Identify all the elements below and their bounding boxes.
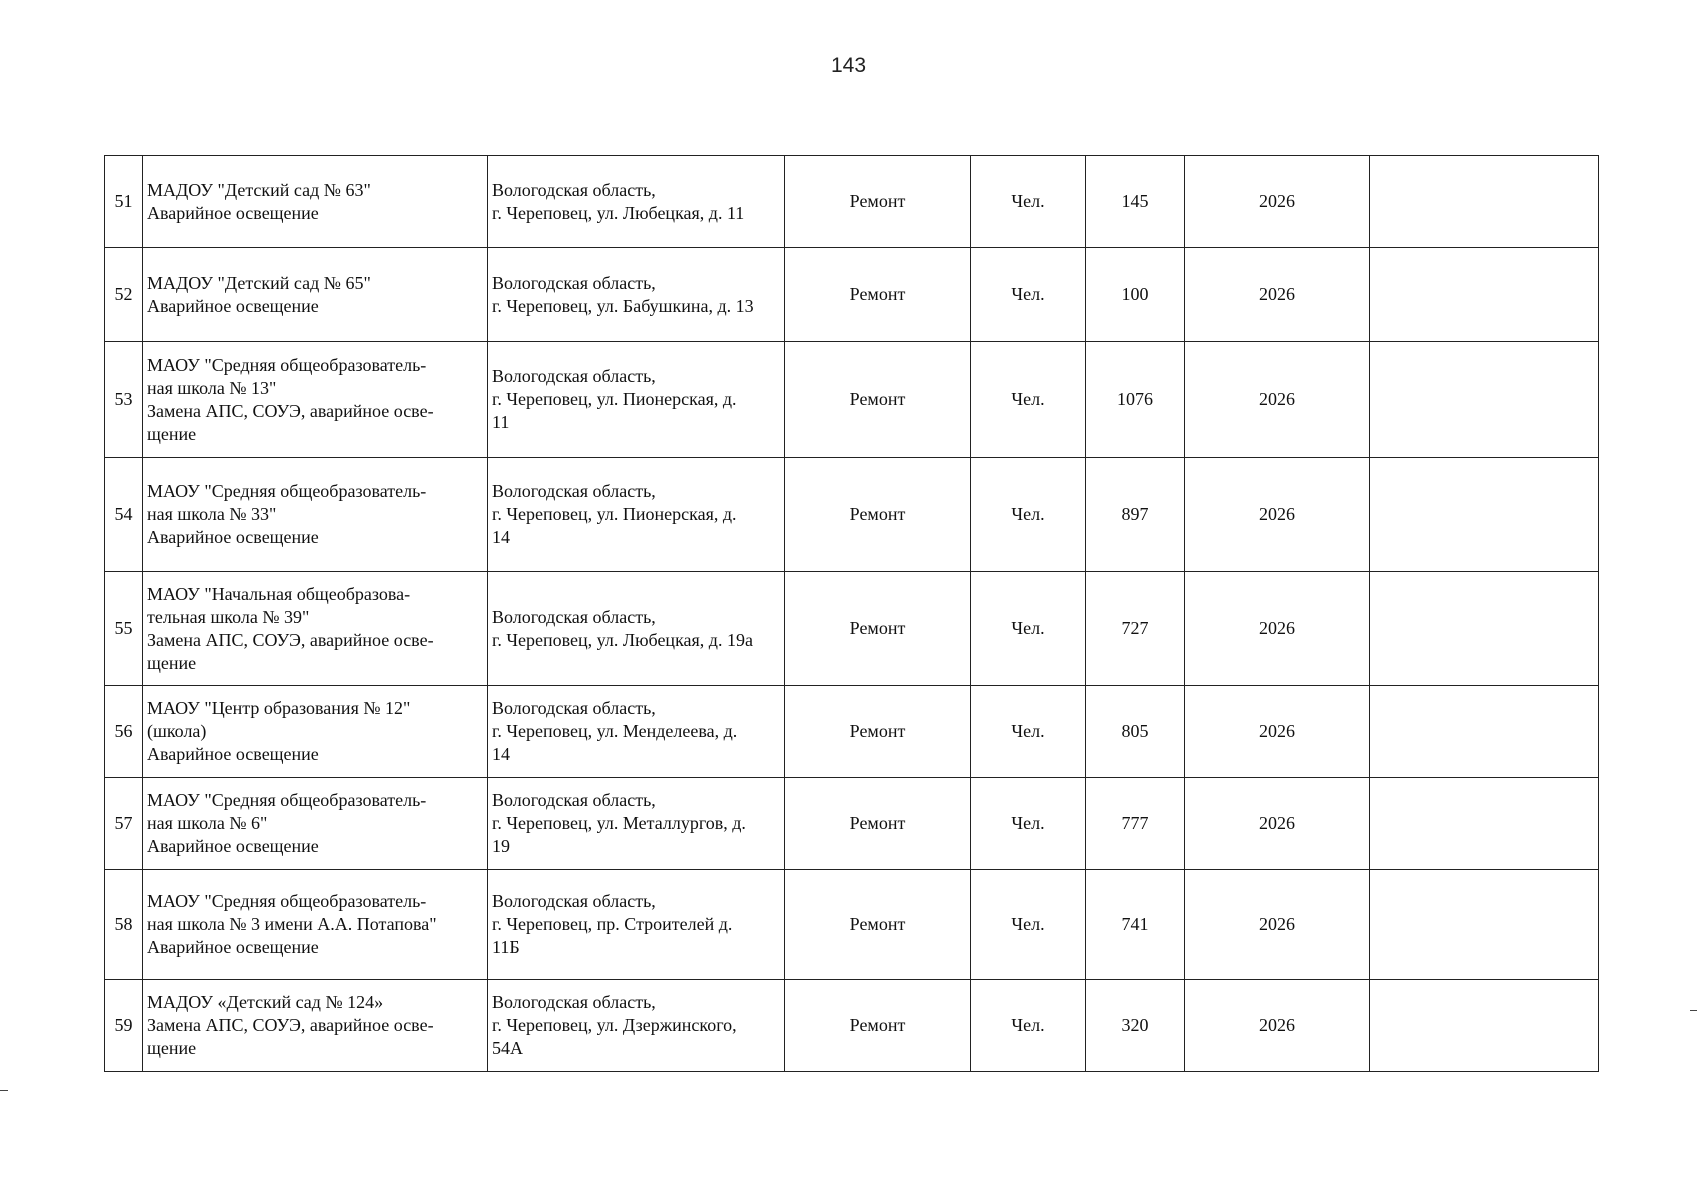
note-cell: [1370, 980, 1599, 1072]
year-cell: 2026: [1185, 572, 1370, 686]
year-cell: 2026: [1185, 870, 1370, 980]
work-type-cell: Ремонт: [785, 686, 971, 778]
work-type-cell: Ремонт: [785, 156, 971, 248]
row-number-cell: 56: [105, 686, 143, 778]
table-row: [105, 686, 1599, 778]
address-cell-line: Вологодская область,: [492, 272, 656, 293]
year-cell: 2026: [1185, 156, 1370, 248]
table-row: [105, 156, 1599, 248]
unit-cell: Чел.: [971, 870, 1086, 980]
quantity-cell: 1076: [1086, 342, 1185, 458]
note-cell: [1370, 686, 1599, 778]
margin-mark-left: [0, 1090, 8, 1091]
work-type-cell: Ремонт: [785, 458, 971, 572]
quantity-cell: 145: [1086, 156, 1185, 248]
work-type-cell: Ремонт: [785, 248, 971, 342]
object-name-cell-line: Аварийное освещение: [147, 527, 319, 547]
object-name-cell-line: МАДОУ «Детский сад № 124»: [147, 992, 384, 1012]
object-name-cell-line: Аварийное освещение: [147, 744, 319, 764]
address-cell-line: г. Череповец, ул. Пионерская, д.: [492, 389, 737, 409]
work-type-cell: Ремонт: [785, 870, 971, 980]
table-row: [105, 342, 1599, 458]
address-cell-line: г. Череповец, ул. Любецкая, д. 19а: [492, 629, 753, 650]
table-body: [105, 156, 1599, 1072]
note-cell: [1370, 458, 1599, 572]
object-name-cell: [143, 686, 488, 778]
row-number-cell: 53: [105, 342, 143, 458]
row-number-cell: 52: [105, 248, 143, 342]
quantity-cell: 320: [1086, 980, 1185, 1072]
object-name-cell: [143, 870, 488, 980]
margin-mark-right: [1690, 1010, 1697, 1011]
note-cell: [1370, 342, 1599, 458]
address-cell: [488, 248, 785, 342]
row-number-cell: 51: [105, 156, 143, 248]
object-name-cell-line: тельная школа № 39": [147, 606, 310, 627]
year-cell: 2026: [1185, 342, 1370, 458]
address-cell-line: 54А: [492, 1038, 523, 1058]
object-name-cell: [143, 342, 488, 458]
object-name-cell: [143, 248, 488, 342]
table-row: [105, 572, 1599, 686]
object-name-cell-line: МАОУ "Средняя общеобразователь-: [147, 790, 427, 810]
note-cell: [1370, 248, 1599, 342]
object-name-cell: [143, 980, 488, 1072]
address-cell-line: Вологодская область,: [492, 179, 656, 200]
object-name-cell-line: щение: [147, 652, 197, 673]
address-cell-line: г. Череповец, ул. Любецкая, д. 11: [492, 202, 745, 223]
note-cell: [1370, 156, 1599, 248]
quantity-cell: 741: [1086, 870, 1185, 980]
object-name-cell-line: Аварийное освещение: [147, 836, 319, 856]
note-cell: [1370, 870, 1599, 980]
object-name-cell-line: Аварийное освещение: [147, 295, 319, 316]
work-type-cell: Ремонт: [785, 980, 971, 1072]
address-cell: [488, 458, 785, 572]
year-cell: 2026: [1185, 458, 1370, 572]
address-cell: [488, 778, 785, 870]
address-cell-line: 11Б: [492, 937, 520, 957]
object-name-cell: [143, 572, 488, 686]
page-number: 143: [830, 54, 867, 77]
object-name-cell-line: МАОУ "Средняя общеобразователь-: [147, 891, 427, 911]
unit-cell: Чел.: [971, 342, 1086, 458]
object-name-cell-line: щение: [147, 1038, 197, 1058]
address-cell-line: Вологодская область,: [492, 366, 656, 386]
object-name-cell-line: МАОУ "Начальная общеобразова-: [147, 583, 411, 604]
work-type-cell: Ремонт: [785, 572, 971, 686]
address-cell-line: г. Череповец, пр. Строителей д.: [492, 914, 733, 934]
unit-cell: Чел.: [971, 248, 1086, 342]
address-cell: [488, 342, 785, 458]
row-number-cell: 59: [105, 980, 143, 1072]
object-name-cell-line: ная школа № 3 имени А.А. Потапова": [147, 914, 437, 934]
table-row: [105, 778, 1599, 870]
address-cell-line: Вологодская область,: [492, 481, 656, 501]
object-name-cell-line: МАОУ "Средняя общеобразователь-: [147, 481, 427, 501]
object-name-cell-line: МАДОУ "Детский сад № 63": [147, 179, 371, 200]
quantity-cell: 897: [1086, 458, 1185, 572]
address-cell: [488, 156, 785, 248]
address-cell: [488, 980, 785, 1072]
object-name-cell: [143, 156, 488, 248]
quantity-cell: 777: [1086, 778, 1185, 870]
address-cell-line: 14: [492, 744, 510, 764]
unit-cell: Чел.: [971, 686, 1086, 778]
object-name-cell-line: Аварийное освещение: [147, 202, 319, 223]
address-cell: [488, 870, 785, 980]
object-name-cell-line: Аварийное освещение: [147, 937, 319, 957]
object-name-cell-line: ная школа № 33": [147, 504, 277, 524]
unit-cell: Чел.: [971, 572, 1086, 686]
object-name-cell: [143, 458, 488, 572]
object-name-cell-line: щение: [147, 423, 197, 444]
unit-cell: Чел.: [971, 980, 1086, 1072]
year-cell: 2026: [1185, 778, 1370, 870]
object-name-cell-line: (школа): [147, 721, 207, 741]
object-name-cell-line: МАДОУ "Детский сад № 65": [147, 272, 371, 293]
quantity-cell: 805: [1086, 686, 1185, 778]
address-cell-line: 19: [492, 836, 510, 856]
address-cell-line: г. Череповец, ул. Дзержинского,: [492, 1015, 737, 1035]
address-cell-line: г. Череповец, ул. Пионерская, д.: [492, 504, 737, 524]
quantity-cell: 727: [1086, 572, 1185, 686]
object-name-cell-line: Замена АПС, СОУЭ, аварийное осве-: [147, 629, 434, 650]
address-cell-line: Вологодская область,: [492, 698, 656, 718]
address-cell-line: г. Череповец, ул. Металлургов, д.: [492, 813, 746, 833]
note-cell: [1370, 572, 1599, 686]
object-name-cell-line: ная школа № 6": [147, 813, 268, 833]
work-type-cell: Ремонт: [785, 342, 971, 458]
row-number-cell: 58: [105, 870, 143, 980]
table-row: [105, 248, 1599, 342]
quantity-cell: 100: [1086, 248, 1185, 342]
address-cell: [488, 572, 785, 686]
address-cell-line: г. Череповец, ул. Бабушкина, д. 13: [492, 295, 754, 316]
table-row: [105, 458, 1599, 572]
address-cell-line: Вологодская область,: [492, 790, 656, 810]
address-cell-line: Вологодская область,: [492, 891, 656, 911]
object-name-cell-line: МАОУ "Центр образования № 12": [147, 698, 411, 718]
object-name-cell: [143, 778, 488, 870]
address-cell-line: г. Череповец, ул. Менделеева, д.: [492, 721, 738, 741]
unit-cell: Чел.: [971, 778, 1086, 870]
address-cell-line: 11: [492, 412, 510, 432]
year-cell: 2026: [1185, 686, 1370, 778]
unit-cell: Чел.: [971, 156, 1086, 248]
year-cell: 2026: [1185, 248, 1370, 342]
unit-cell: Чел.: [971, 458, 1086, 572]
row-number-cell: 55: [105, 572, 143, 686]
address-cell-line: Вологодская область,: [492, 992, 656, 1012]
row-number-cell: 57: [105, 778, 143, 870]
note-cell: [1370, 778, 1599, 870]
table-row: [105, 870, 1599, 980]
address-cell: [488, 686, 785, 778]
object-name-cell-line: ная школа № 13": [147, 377, 277, 398]
address-cell-line: 14: [492, 527, 510, 547]
object-name-cell-line: Замена АПС, СОУЭ, аварийное осве-: [147, 400, 434, 421]
object-name-cell-line: Замена АПС, СОУЭ, аварийное осве-: [147, 1015, 434, 1035]
year-cell: 2026: [1185, 980, 1370, 1072]
object-name-cell-line: МАОУ "Средняя общеобразователь-: [147, 354, 427, 375]
address-cell-line: Вологодская область,: [492, 606, 656, 627]
table-row: [105, 980, 1599, 1072]
row-number-cell: 54: [105, 458, 143, 572]
objects-table: [104, 155, 1599, 1072]
work-type-cell: Ремонт: [785, 778, 971, 870]
